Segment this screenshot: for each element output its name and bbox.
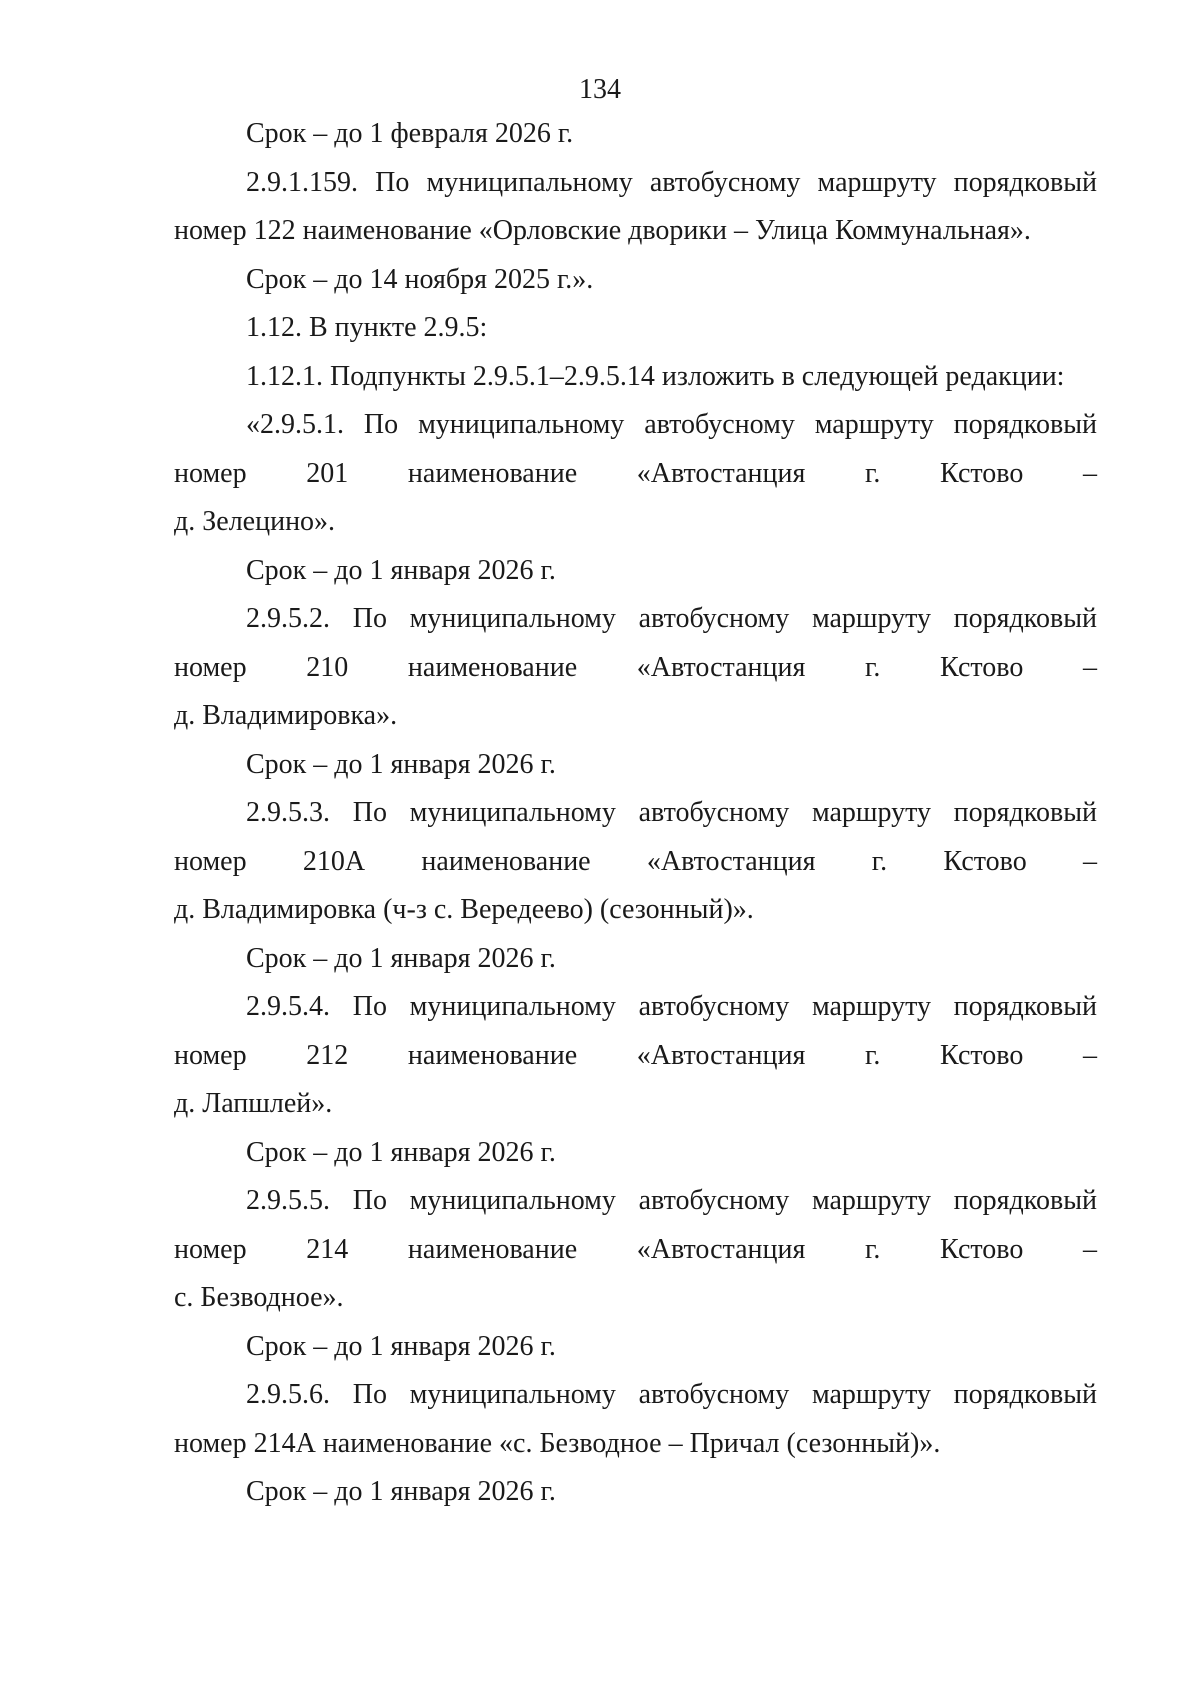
route-item-paragraph: «2.9.5.1. По муниципальному автобусному маршруту порядковый номер 201 наименование «Автостанция г. Кстово – — [174, 409, 1097, 489]
page-number: 134 — [579, 74, 621, 105]
route-item-paragraph: 2.9.5.5. По муниципальному автобусному маршруту порядковый номер 214 наименование «Автостанция г. Кстово – — [174, 1185, 1097, 1265]
deadline-paragraph: Срок – до 1 января 2026 г. — [246, 554, 556, 586]
route-item-block — [174, 401, 1097, 547]
route-item-block — [174, 1177, 1097, 1323]
route-item-continuation: д. Владимировка». — [174, 700, 398, 731]
deadline-paragraph: Срок – до 1 января 2026 г. — [246, 1476, 556, 1507]
deadline-paragraph: Срок – до 1 января 2026 г. — [246, 942, 556, 974]
deadline-paragraph: Срок – до 1 января 2026 г. — [246, 1330, 556, 1362]
route-item-continuation: д. Зелецино». — [174, 506, 336, 537]
route-item-continuation: с. Безводное». — [174, 1282, 344, 1313]
amendment-paragraph: 1.12.1. Подпункты 2.9.5.1–2.9.5.14 изложить в следующей редакции: — [246, 360, 1065, 392]
route-item-block — [174, 595, 1097, 741]
deadline-paragraph: Срок – до 1 февраля 2026 г. — [246, 118, 574, 149]
route-item-block — [174, 789, 1097, 935]
route-item-paragraph: 2.9.5.4. По муниципальному автобусному маршруту порядковый номер 212 наименование «Автостанция г. Кстово – — [174, 991, 1097, 1071]
deadline-paragraph: Срок – до 14 ноября 2025 г.». — [246, 263, 594, 295]
deadline-paragraph: Срок – до 1 января 2026 г. — [246, 748, 556, 780]
route-item-continuation: д. Владимировка (ч-з с. Вередеево) (сезонный)». — [174, 894, 754, 925]
route-item-paragraph: 2.9.5.2. По муниципальному автобусному маршруту порядковый номер 210 наименование «Автостанция г. Кстово – — [174, 603, 1097, 683]
route-item-block — [174, 983, 1097, 1129]
deadline-paragraph: Срок – до 1 января 2026 г. — [246, 1136, 556, 1168]
route-item-continuation: д. Лапшлей». — [174, 1088, 333, 1119]
section-heading-paragraph: 1.12. В пункте 2.9.5: — [246, 312, 488, 343]
document-body — [174, 110, 1097, 1517]
route-item-paragraph: 2.9.5.6. По муниципальному автобусному маршруту порядковый номер 214А наименование «с. Безводное – Причал (сезонный)». — [174, 1379, 1097, 1459]
route-item-paragraph: 2.9.5.3. По муниципальному автобусному маршруту порядковый номер 210А наименование «Автостанция г. Кстово – — [174, 797, 1097, 877]
route-item-paragraph: 2.9.1.159. По муниципальному автобусному маршруту порядковый номер 122 наименование «Орловские дворики – Улица Коммунальная». — [174, 166, 1097, 246]
